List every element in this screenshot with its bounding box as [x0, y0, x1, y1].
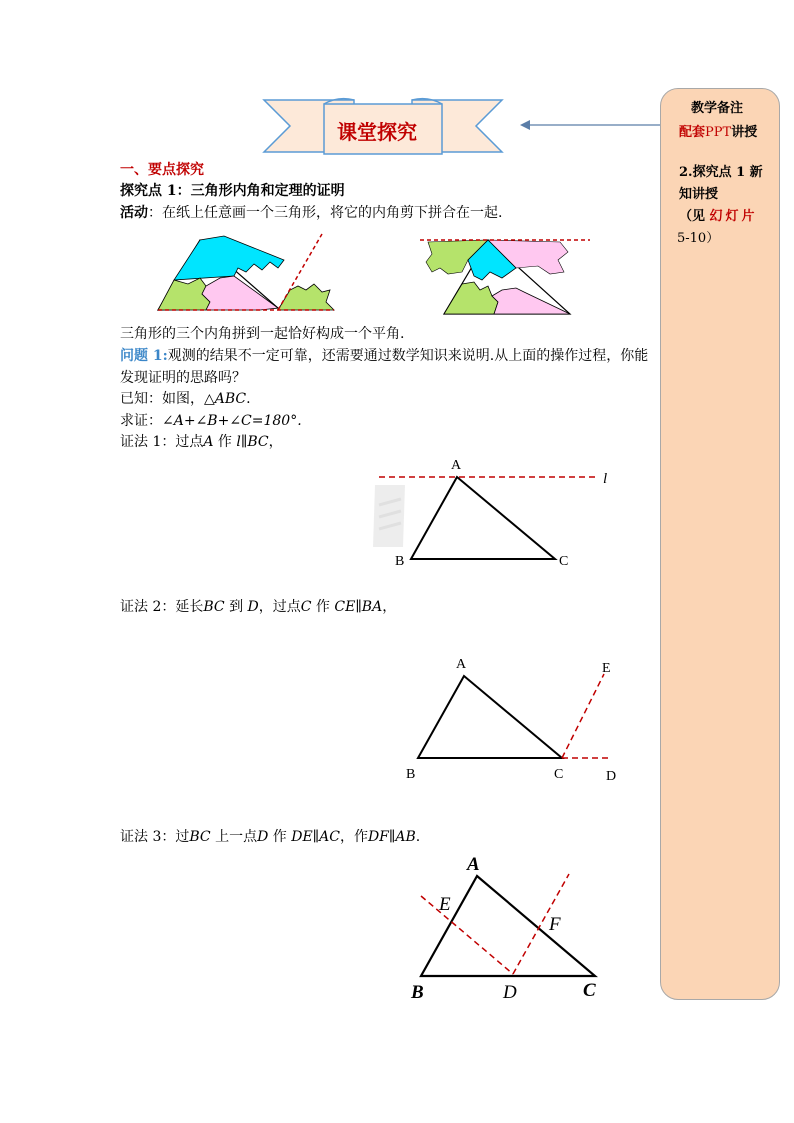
arrow-left-icon — [520, 118, 662, 132]
note1-a: 配套 — [679, 125, 706, 140]
fig1-label-l: l — [603, 471, 608, 487]
fig3-label-B: B — [411, 982, 424, 1003]
proof1-mid: 作 — [213, 434, 237, 450]
proof2-figure — [400, 650, 630, 785]
prove-line — [120, 411, 302, 431]
fig3-label-E: E — [439, 894, 451, 915]
explore-point: 探究点 1：三角形内角和定理的证明 — [120, 183, 345, 199]
proof3-DE: DE∥AC — [291, 829, 340, 845]
question-line-1 — [120, 346, 648, 366]
given-prefix: 已知：如图， — [120, 391, 204, 407]
proof2-C: C — [300, 599, 312, 615]
proof2-CE: CE∥BA — [334, 599, 383, 615]
fig1-label-B: B — [395, 554, 405, 569]
proof3-mid: 上一点 — [210, 829, 258, 845]
note1-b: PPT — [705, 125, 732, 140]
question-text-1: 观测的结果不一定可靠，还需要通过数学知识来说明.从上面的操作过程，你能 — [167, 348, 649, 364]
fig1-label-C: C — [559, 554, 569, 569]
fig2-label-A: A — [456, 657, 467, 672]
proof3-prefix: 证法 3：过 — [120, 829, 190, 845]
fig3-label-D: D — [503, 982, 517, 1003]
fig3-label-C: C — [583, 980, 596, 1001]
proof2-D: D — [247, 599, 259, 615]
proof3-D: D — [257, 829, 269, 845]
prove-prefix: 求证： — [120, 413, 162, 429]
proof2-to: 到 — [224, 599, 248, 615]
cut-angles-figure-right — [418, 232, 590, 318]
proof2-prefix: 证法 2：延长 — [120, 599, 204, 615]
proof3-figure — [405, 848, 620, 1006]
fig2-label-E: E — [602, 661, 611, 676]
watermark-stripes — [373, 485, 405, 547]
proof1-suffix: ， — [268, 434, 283, 450]
cut-angles-figure-left — [150, 232, 340, 314]
proof3-DF: DF∥AB — [367, 829, 416, 845]
proof3-BC: BC — [189, 829, 211, 845]
given-suffix: . — [246, 391, 251, 407]
proof2-line — [120, 597, 396, 617]
note1-c: 讲授 — [731, 125, 758, 140]
proof1-line-l: l∥BC — [236, 434, 269, 450]
conclusion-line: 三角形的三个内角拼到一起恰好构成一个平角. — [120, 326, 405, 342]
proof1-figure — [365, 455, 625, 575]
proof2-mid: ，过点 — [258, 599, 301, 615]
sidebar-note-2e: 5-10） — [677, 231, 720, 246]
section-heading: 一、要点探究 — [120, 162, 204, 178]
sidebar-note-2b: 知讲授 — [679, 187, 719, 202]
fig2-label-B: B — [406, 767, 416, 782]
given-triangle: △ABC — [204, 391, 247, 407]
note2-c: （见 — [679, 209, 706, 224]
question-label: 问题 1: — [120, 348, 168, 364]
sidebar-note-2c — [679, 207, 758, 227]
banner-title: 课堂探究 — [337, 120, 417, 144]
proof2-suffix: ， — [382, 599, 397, 615]
note2-d: 幻灯片 — [709, 209, 758, 224]
activity-text: ：在纸上任意画一个三角形，将它的内角剪下拼合在一起. — [148, 205, 503, 221]
activity-label: 活动 — [120, 205, 148, 221]
question-line-2: 发现证明的思路吗？ — [120, 370, 246, 386]
fig1-label-A: A — [451, 458, 462, 473]
fig2-label-C: C — [554, 767, 564, 782]
sidebar-note-2a: 2.探究点 1 新 — [679, 165, 763, 180]
proof1-line — [120, 432, 283, 452]
proof3-comma: ，作 — [339, 829, 368, 845]
proof3-suffix: . — [415, 829, 421, 845]
proof1-prefix: 证法 1：过点 — [120, 434, 204, 450]
fig3-label-A: A — [467, 854, 480, 875]
proof2-zuo: 作 — [311, 599, 335, 615]
sidebar-note-1 — [679, 123, 757, 143]
prove-expr: ∠A+∠B+∠C=180°. — [162, 413, 302, 429]
fig3-label-F: F — [549, 914, 561, 935]
proof3-zuo: 作 — [268, 829, 292, 845]
proof2-BC: BC — [203, 599, 225, 615]
activity-line — [120, 203, 502, 223]
proof1-point: A — [203, 434, 214, 450]
sidebar-title: 教学备注 — [691, 101, 744, 116]
fig2-label-D: D — [606, 769, 617, 784]
proof3-line — [120, 827, 420, 847]
teaching-notes-sidebar — [660, 88, 780, 1000]
given-line — [120, 389, 251, 409]
